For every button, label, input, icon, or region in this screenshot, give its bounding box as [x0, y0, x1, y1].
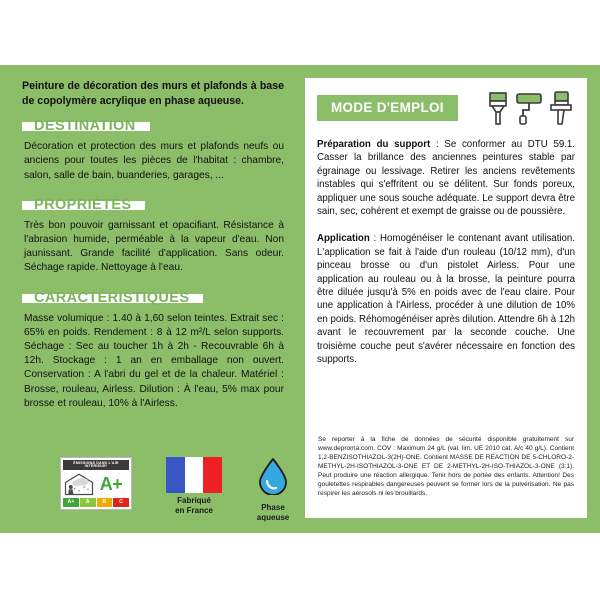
product-label-panel: [0, 65, 600, 533]
section-heading-destination-wrap: [22, 118, 284, 140]
section-heading-proprietes-wrap: [22, 196, 284, 219]
instruction-paragraph-preparation: [317, 138, 575, 218]
emission-label-main: [63, 470, 129, 498]
emission-label-title: ÉMISSIONS DANS L'AIR INTÉRIEUR*: [63, 460, 129, 470]
emission-scale-b: B: [97, 498, 113, 506]
emission-label: [60, 457, 132, 510]
made-in-france-caption-line1: Fabriqué: [177, 496, 211, 505]
section-heading-caracteristiques-wrap: [22, 289, 284, 312]
instructions-header: [317, 90, 575, 126]
instruction-label-preparation: Préparation du support: [317, 139, 431, 150]
section-heading-mode-demploi: MODE D'EMPLOI: [317, 95, 458, 121]
flag-band-red: [203, 457, 222, 493]
emission-grade-value: A+: [99, 474, 123, 495]
emission-grade-scale: [63, 498, 129, 506]
section-heading-proprietes: PROPRIÉTÉS: [22, 201, 145, 210]
spray-gun-icon: [549, 90, 573, 126]
tool-icon-group: [487, 90, 575, 126]
section-body-destination: Décoration et protection des murs et plafonds neufs ou anciens pour toutes les pièces de l'habitat : chambre, salon, salle de bain, buanderies, garages, ...: [24, 141, 284, 181]
instruction-paragraph-application: [317, 232, 575, 366]
water-based-caption-line1: Phase: [261, 503, 285, 512]
emission-scale-a-plus: A+: [63, 498, 79, 506]
made-in-france-caption-line2: en France: [175, 506, 213, 515]
instructions-panel: [305, 78, 587, 518]
water-based-caption-line2: aqueuse: [256, 513, 290, 522]
emission-scale-c: C: [113, 498, 129, 506]
instruction-label-application: Application: [317, 233, 370, 245]
section-heading-destination: DESTINATION: [22, 122, 150, 131]
emission-scale-a: A: [80, 498, 96, 506]
instruction-separator-application: :: [369, 233, 381, 245]
section-heading-caracteristiques: CARACTÉRISTIQUES: [22, 294, 203, 303]
made-in-france-logo: [166, 457, 222, 516]
house-emission-icon: [64, 472, 94, 496]
instruction-separator-preparation: :: [430, 139, 445, 150]
emission-label-card: [60, 457, 132, 510]
section-body-proprietes: Très bon pouvoir garnissant et opacifiant. Résistance à l'abrasion humide, perméable à la vapeur d'eau. Non jaunissant. Grande facilité d'application. Sans odeur. Séchage rapide. Nettoyage à l'eau.: [24, 219, 284, 274]
water-drop-icon: [256, 457, 290, 495]
flag-band-white: [185, 457, 204, 493]
instruction-text-application: Homogénéiser le contenant avant utilisation. L'application se fait à l'aide d'un rouleau (10/12 mm), d'un pinceau brosse ou d'un pistolet Airless. Pour une application au rouleau ou à la brosse, la peinture pourra être diluée jusqu'à 5% en poids avec de l'eau claire. Pour une application à l'Airless, procéder à une dilution de 10% en poids. Réhomogénéiser après dilution. Attendre 6h à 12h avant le recouvrement par la seconde couche. Une troisième couche peut s'avérer nécessaire en fonction des supports.: [317, 233, 576, 366]
french-flag-icon: [166, 457, 222, 493]
paintbrush-icon: [487, 90, 509, 126]
section-body-caracteristiques: Masse volumique : 1.40 à 1,60 selon teintes. Extrait sec : 65% en poids. Rendement : 8 à 12 m²/L selon supports. Séchage : Sec au toucher 1h à 2h - Recouvrable 6h à 12h. Stockage : 1 an en emballage non ouvert. Conservation : A l'abri du gel et de la chaleur. Matériel : Brosse, rouleau, Airless. Dilution : À l'eau, 5% max pour brosse et rouleau, 10% à l'Airless.: [24, 312, 284, 409]
paint-roller-icon: [514, 90, 544, 126]
flag-band-blue: [166, 457, 185, 493]
left-column: [22, 79, 284, 427]
product-intro-text: Peinture de décoration des murs et plafonds à base de copolymère acrylique en phase aqueuse.: [22, 80, 284, 107]
instruction-text-preparation: Se conformer au DTU 59.1. Casser la brillance des anciennes peintures stable par égrainage ou lessivage. Retirer les anciens revêtements instables qui s'effritent ou se délitent. Sur fonds poreux, appliquer une sous souche adéquate. Le support devra être sain, sec, cohérent et exempt de graisse ou de poussière.: [317, 139, 576, 218]
legal-safety-text: Se reporter à la fiche de données de sécurité disponible gratuitement sur www.deproma.com. COV : Maximum 24 g/L (val. lim. UE 2010 cat. A/c 40 g/L). Contient 1,2-BENZISOTHIAZOL-3(2H)-ONE. Contient MASSE DE REACTION DE 5-CHLORO-2-METHYL-2H-ISOTHIAZOL-3-ONE ET DE 2-METHYL-2H-ISO-THIAZOL-3-ONE (3:1). Peut produire une réaction allergique. Tenir hors de portée des enfants. Attention! Des gouletettes respirables dangereuses peuvent se former lors de la pulvérisation. Ne pas respirer les aérosols ni les brouillards.: [318, 435, 574, 498]
water-based-logo: [256, 457, 290, 523]
certification-logo-row: [60, 457, 290, 523]
